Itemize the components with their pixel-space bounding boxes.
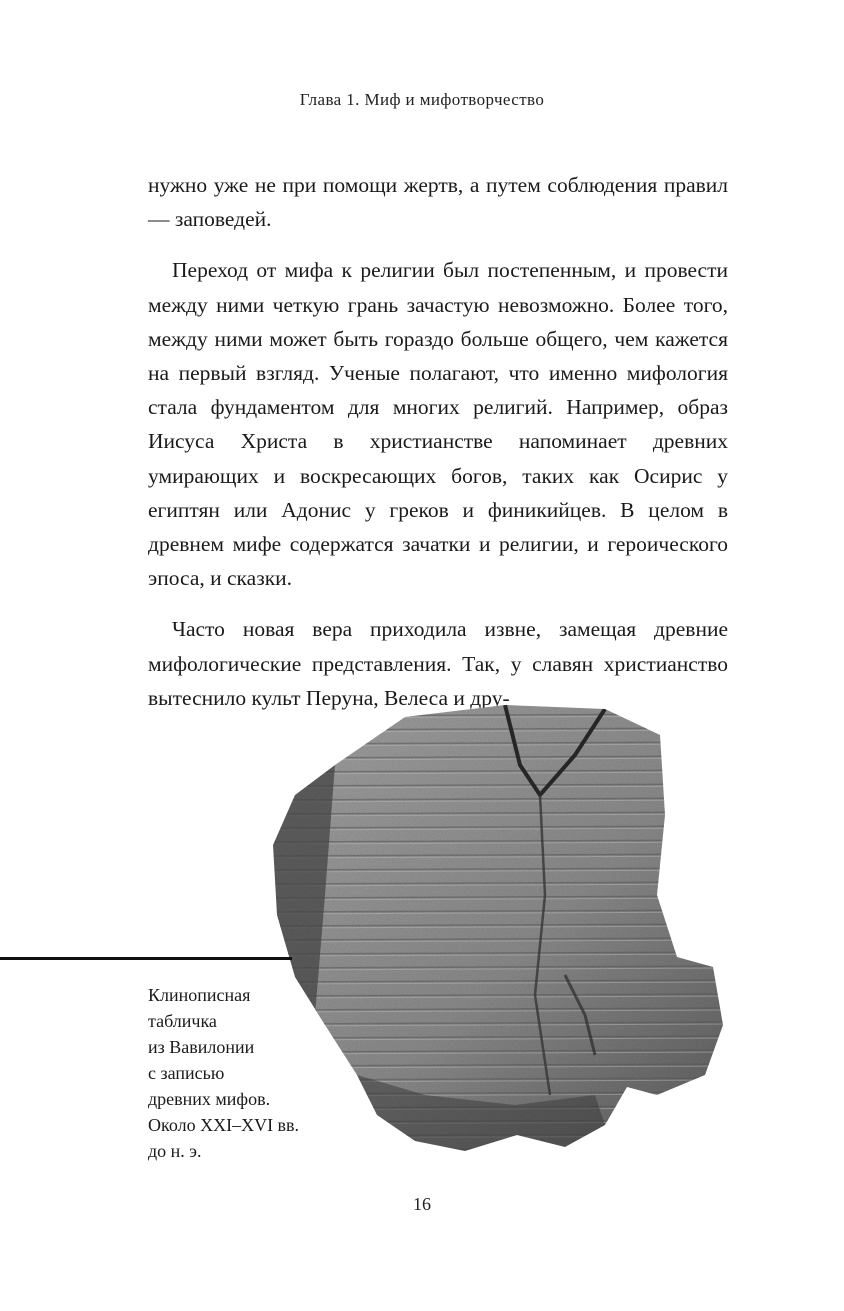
caption-line: табличка [148, 1011, 217, 1031]
paragraph-2: Переход от мифа к религии был постепенным, и провести между ними четкую грань зачастую невозможно. Более того, между ними может быть гораздо больше общего, чем кажется на первый взгляд. Ученые полагают, что именно мифология стала фундаментом для многих религий. Например, образ Иисуса Христа в христианстве напоминает древних умирающих и воскресающих богов, таких как Осирис у египтян или Адонис у греков и финикийцев. В целом в древнем мифе содержатся зачатки и религии, и героического эпоса, и сказки. [148, 258, 728, 591]
caption-line: Клинописная [148, 985, 251, 1005]
figure-caption [148, 982, 348, 1164]
running-head: Глава 1. Миф и мифотворчество [299, 90, 545, 109]
caption-rule [0, 957, 292, 960]
caption-line: с записью [148, 1063, 225, 1083]
paragraph-1: нужно уже не при помощи жертв, а путем соблюдения правил — заповедей. [148, 173, 728, 232]
body-text [148, 168, 728, 732]
caption-line: до н. э. [148, 1141, 202, 1161]
page-number: 16 [413, 1194, 431, 1214]
caption-line: из Вавилонии [148, 1037, 255, 1057]
paragraph-3: Часто новая вера приходила извне, замещая древние мифологические представления. Так, у славян христианство вытеснило культ Перуна, Велеса и дру- [148, 617, 728, 710]
caption-line: Около XXI–XVI вв. [148, 1115, 300, 1135]
caption-line: древних мифов. [148, 1089, 271, 1109]
